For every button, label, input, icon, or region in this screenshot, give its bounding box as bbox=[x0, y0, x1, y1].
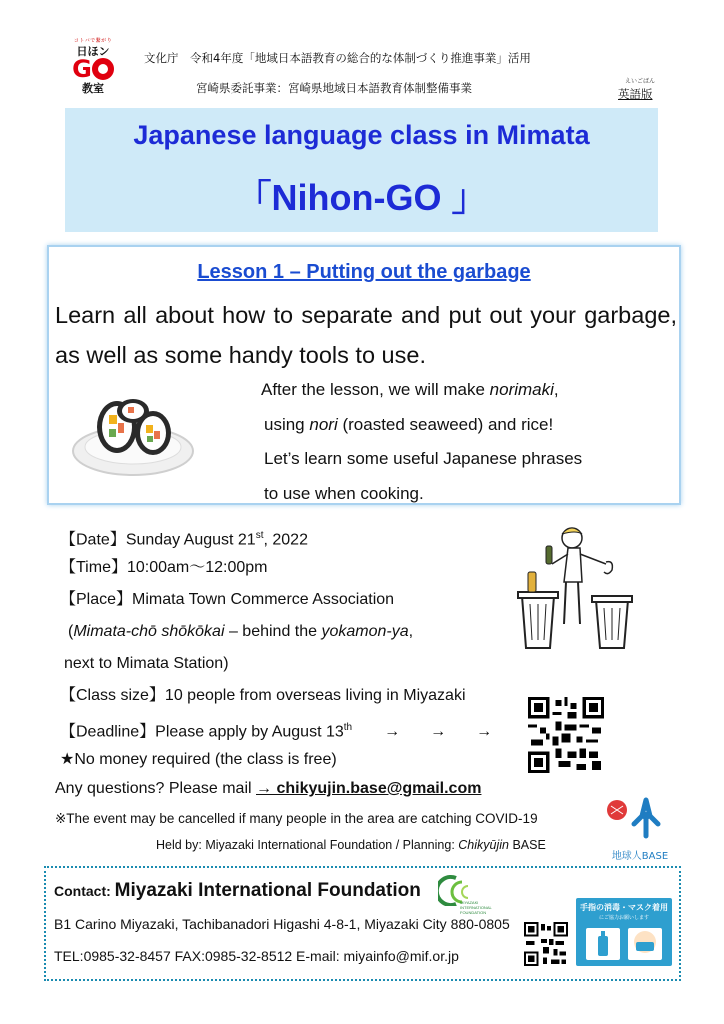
questions-line: Any questions? Please mail → chikyujin.base@gmail.com bbox=[55, 780, 482, 797]
free-note-row: ★No money required (the class is free) bbox=[60, 751, 337, 768]
after-lesson-text bbox=[261, 373, 582, 511]
date-row: 【Date】Sunday August 21st, 2022 bbox=[60, 530, 308, 549]
arrow-icon: → bbox=[476, 723, 493, 741]
logo-bottom-text: 教室 bbox=[82, 82, 104, 95]
event-details bbox=[60, 520, 522, 776]
logo-top-text: 日ほン bbox=[76, 45, 110, 58]
version-ruby: えいごばん bbox=[625, 78, 656, 85]
email-link[interactable]: → chikyujin.base@gmail.com bbox=[256, 780, 482, 797]
time-row: 【Time】10:00am～12:00pm bbox=[60, 559, 268, 576]
place-note-row: (Mimata-chō shōkōkai – behind the yokamon-ya, bbox=[68, 623, 414, 640]
after-line-1: After the lesson, we will make norimaki, bbox=[261, 380, 559, 399]
mif-logo-text: MIYAZAKI INTERNATIONAL FOUNDATION bbox=[460, 900, 492, 915]
header-line-1: 文化庁 令和4年度「地域日本語教育の総合的な体制づくり推進事業」活用 bbox=[144, 51, 531, 65]
version-label: 英語版 bbox=[618, 87, 653, 101]
held-by: Held by: Miyazaki International Foundation / Planning: Chikyūjin BASE bbox=[156, 838, 546, 852]
sushi-roll-illustration bbox=[71, 389, 201, 479]
header-line-2: 宮崎県委託事業：宮崎県地域日本語教育体制整備事業 bbox=[196, 81, 472, 95]
arrow-icon: → bbox=[430, 723, 447, 741]
title-line-1: Japanese language class in Mimata bbox=[133, 120, 590, 150]
deadline-row: 【Deadline】Please apply by August 13th → → → bbox=[60, 712, 522, 744]
class-size-row: 【Class size】10 people from overseas living in Miyazaki bbox=[60, 687, 466, 704]
after-line-2: using nori (roasted seaweed) and rice! bbox=[264, 414, 554, 434]
contact-box bbox=[44, 866, 681, 981]
lesson-box bbox=[47, 245, 681, 505]
sanitizer-and-mask-icon bbox=[584, 926, 664, 962]
mask-notice-sign bbox=[576, 898, 672, 966]
after-line-4: to use when cooking. bbox=[264, 483, 424, 503]
lesson-description: Learn all about how to separate and put out your garbage, as well as some handy tools to use. bbox=[55, 302, 677, 368]
chikyujin-base-logo bbox=[604, 796, 676, 860]
title-line-2: 「Nihon-GO 」 bbox=[235, 177, 488, 218]
nihongo-logo bbox=[58, 38, 128, 110]
place-row: 【Place】Mimata Town Commerce Association bbox=[60, 591, 395, 608]
cancel-note: ※The event may be cancelled if many people in the area are catching COVID-19 bbox=[55, 811, 538, 826]
arrows bbox=[384, 716, 522, 748]
mif-logo bbox=[438, 874, 498, 914]
after-line-3: Let’s learn some useful Japanese phrases bbox=[264, 449, 583, 468]
base-logo-text: 地球人BASE bbox=[611, 851, 669, 862]
base-logo-icon bbox=[604, 796, 676, 842]
title-banner bbox=[65, 108, 658, 232]
mask-notice-subtitle: にご協力お願いします bbox=[598, 915, 649, 921]
arrow-icon: → bbox=[384, 723, 401, 741]
lesson-heading: Lesson 1 – Putting out the garbage bbox=[197, 261, 531, 283]
contact-phone-fax-email: TEL:0985-32-8457 FAX:0985-32-8512 E-mail: miyainfo@mif.or.jp bbox=[54, 948, 459, 964]
contact-title: Contact: Miyazaki International Foundation bbox=[54, 880, 421, 901]
logo-go: G bbox=[58, 58, 128, 82]
logo-tagline: コトバで繋がり bbox=[73, 38, 113, 44]
garbage-sorting-illustration bbox=[510, 524, 640, 654]
qr-code[interactable] bbox=[528, 697, 604, 773]
contact-address: B1 Carino Miyazaki, Tachibanadori Higashi 4-8-1, Miyazaki City 880-0805 bbox=[54, 916, 510, 932]
place-note-row-2: next to Mimata Station) bbox=[64, 655, 229, 672]
mask-notice-title: 手指の消毒・マスク着用 bbox=[580, 903, 668, 912]
contact-qr-code[interactable] bbox=[524, 922, 568, 966]
